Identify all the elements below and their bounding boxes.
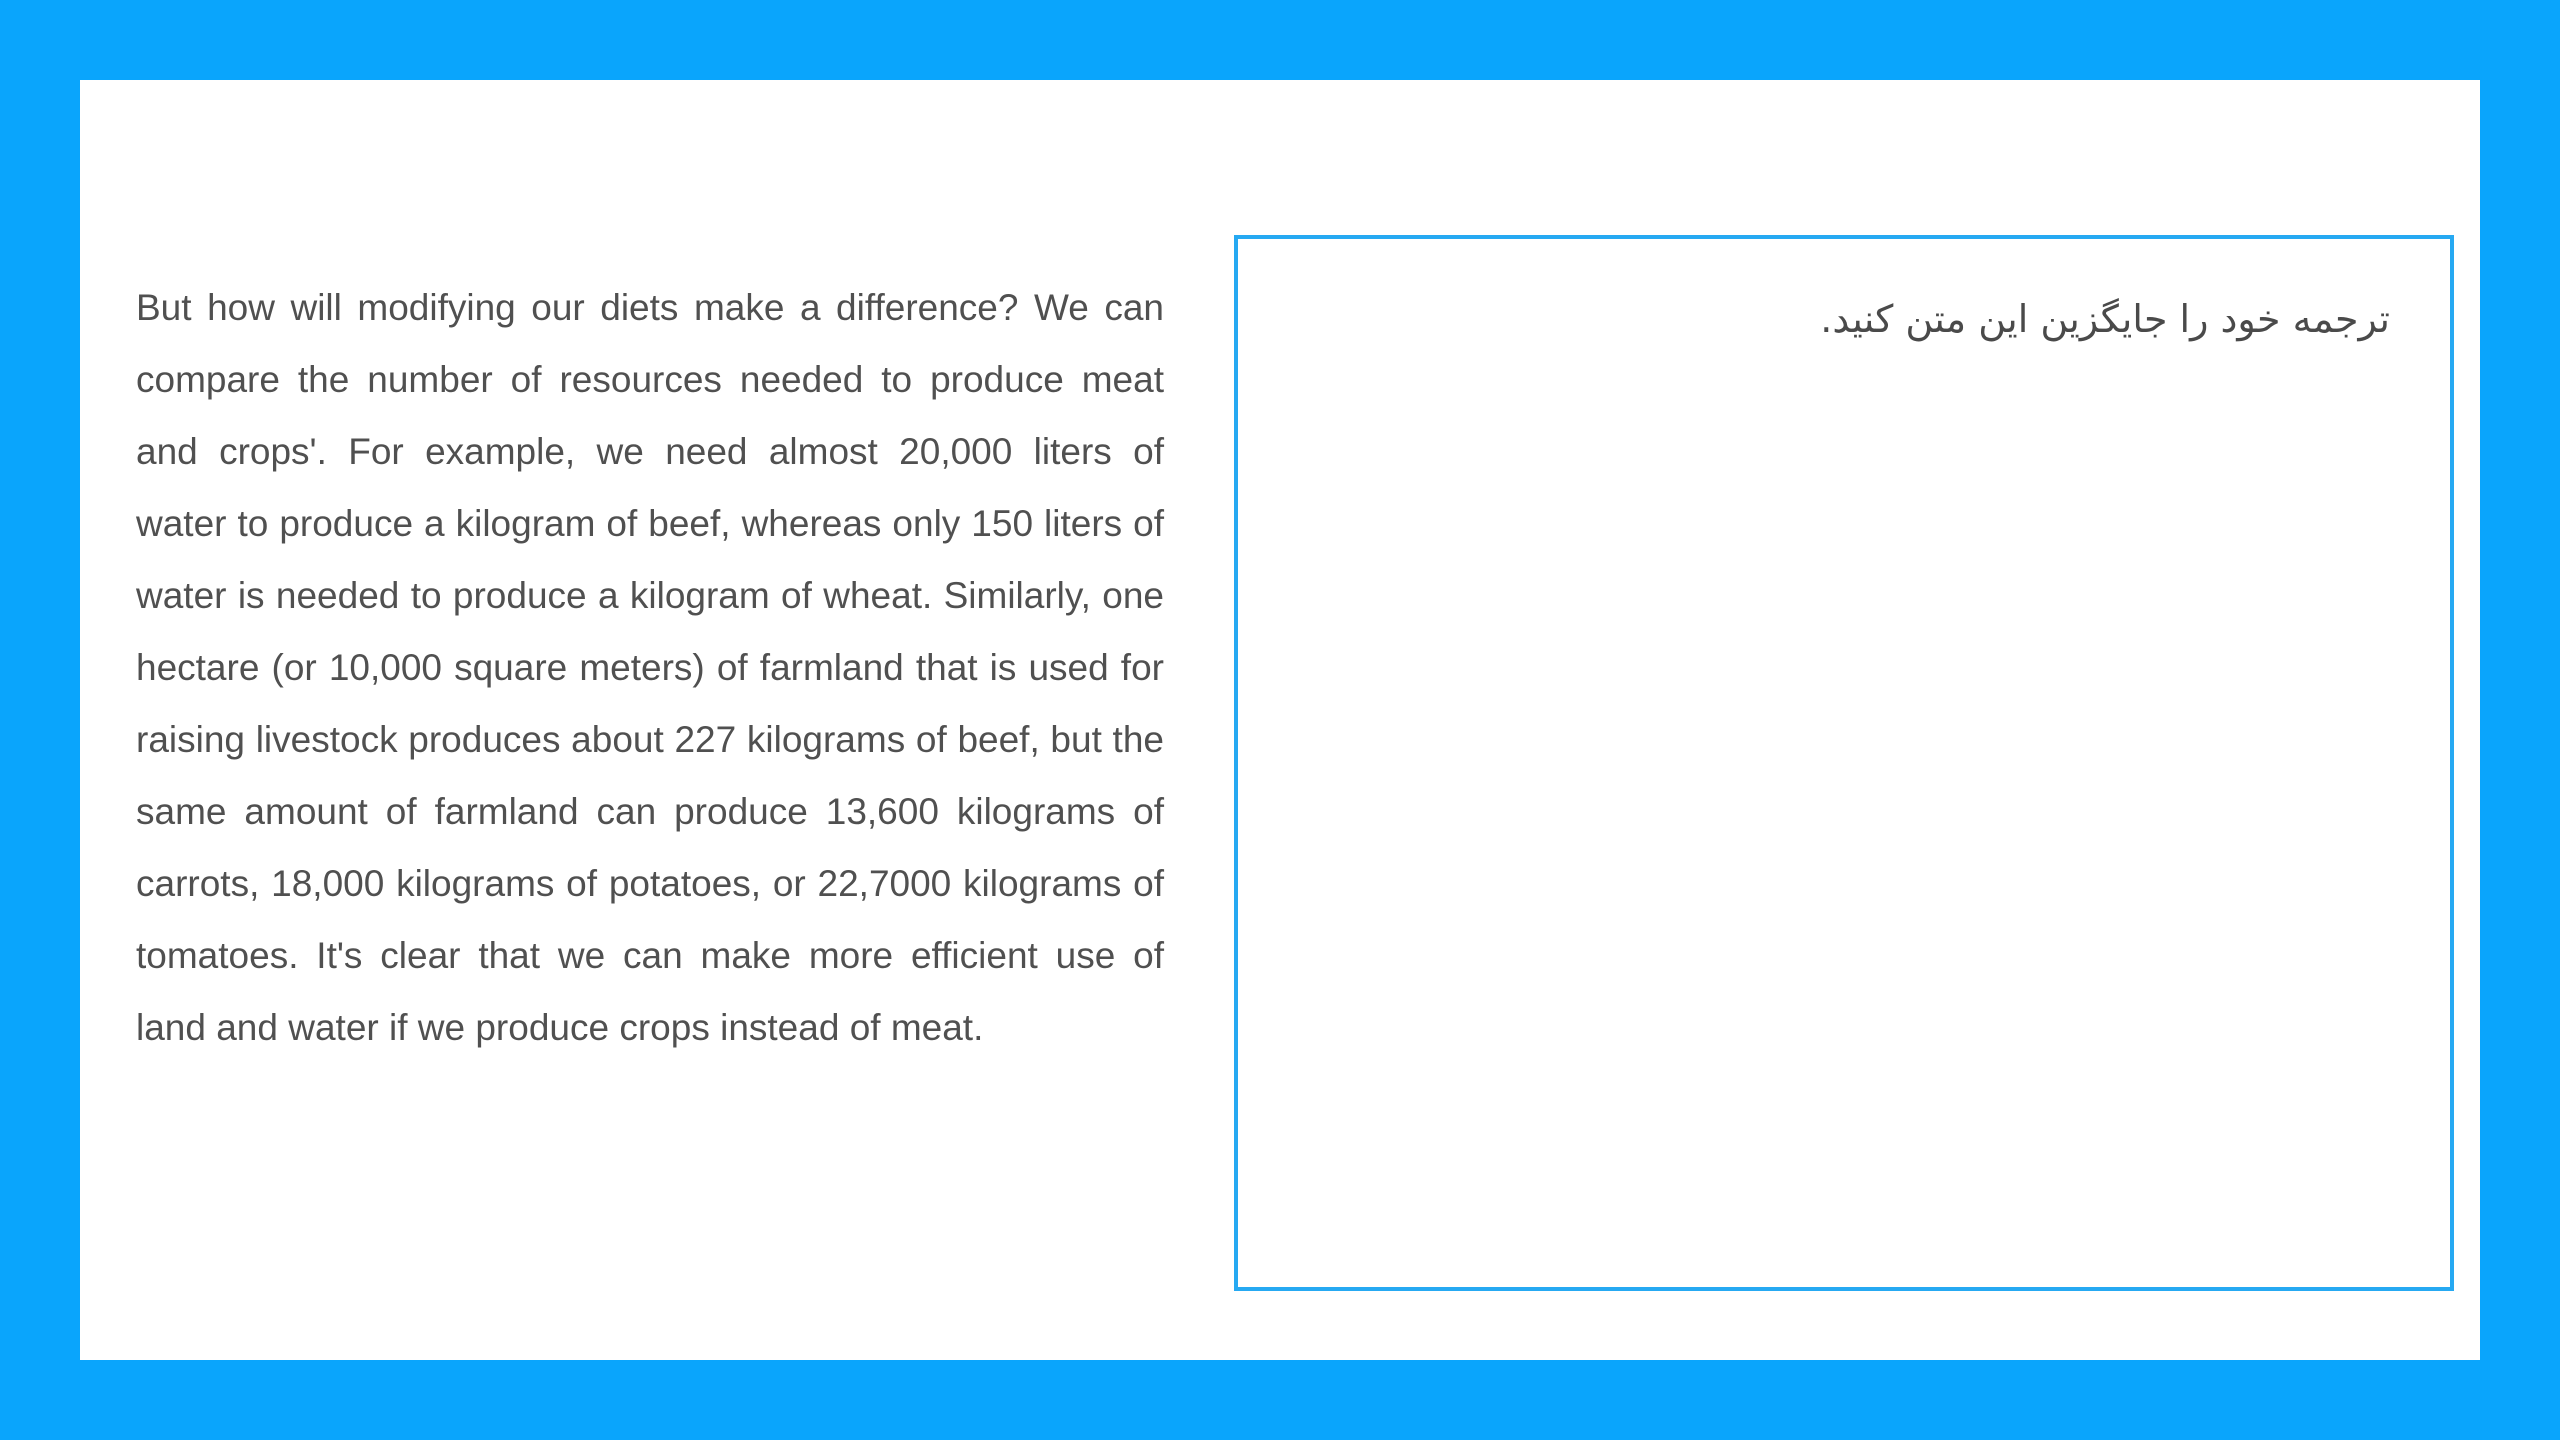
slide-card [80,80,2480,1360]
translation-placeholder-text[interactable]: ترجمه خود را جایگزین این متن کنید. [1820,297,2390,341]
source-paragraph: But how will modifying our diets make a difference? We can compare the number of resources needed to produce meat and crops'. For example, we need almost 20,000 liters of water to produce a kilogram of beef, whereas only 150 liters of water is needed to produce a kilogram of wheat. Similarly, one hectare (or 10,000 square meters) of farmland that is used for raising livestock produces about 227 kilograms of beef, but the same amount of farmland can produce 13,600 kilograms of carrots, 18,000 kilograms of potatoes, or 22,7000 kilograms of tomatoes. It's clear that we can make more efficient use of land and water if we produce crops instead of meat. [136,287,1164,1048]
translation-input-box[interactable] [1234,235,2454,1291]
